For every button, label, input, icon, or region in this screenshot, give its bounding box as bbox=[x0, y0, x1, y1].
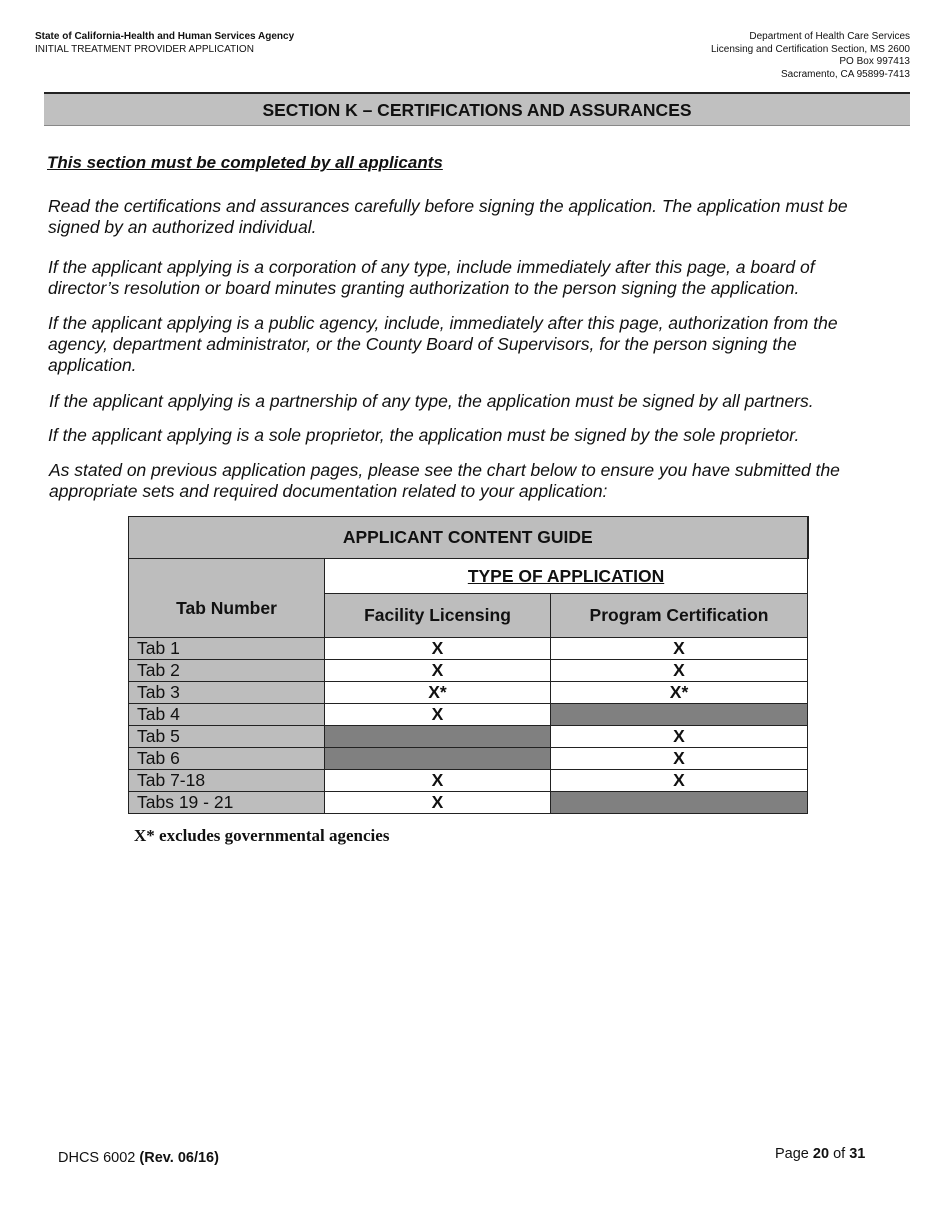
table-row bbox=[129, 792, 808, 814]
table-row bbox=[129, 770, 808, 792]
facility-licensing-cell: X bbox=[325, 638, 551, 660]
program-certification-header: Program Certification bbox=[551, 594, 808, 638]
instruction-paragraph: If the applicant applying is a corporation of any type, include immediately after this page, a board of director’s resolution or board minutes granting authorization to the person signing the application. bbox=[48, 257, 815, 298]
page-of: of bbox=[833, 1146, 846, 1162]
section-name: Licensing and Certification Section, MS 2600 bbox=[710, 43, 910, 55]
tab-number-cell: Tab 1 bbox=[129, 638, 325, 660]
facility-licensing-header: Facility Licensing bbox=[325, 594, 551, 638]
facility-licensing-cell: X* bbox=[325, 682, 551, 704]
facility-licensing-cell: X bbox=[325, 792, 551, 814]
instruction-paragraph: If the applicant applying is a sole proprietor, the application must be signed by the sole proprietor. bbox=[48, 425, 800, 445]
tab-number-cell: Tabs 19 - 21 bbox=[129, 792, 325, 814]
table-row bbox=[129, 682, 808, 704]
tab-number-cell: Tab 5 bbox=[129, 726, 325, 748]
program-certification-cell: X bbox=[551, 638, 808, 660]
facility-licensing-cell bbox=[325, 726, 551, 748]
page-current: 20 bbox=[812, 1146, 830, 1162]
form-revision: (Rev. 06/16) bbox=[139, 1150, 219, 1166]
po-box: PO Box 997413 bbox=[839, 56, 910, 67]
tab-number-header: Tab Number bbox=[129, 559, 325, 638]
program-certification-cell: X bbox=[551, 770, 808, 792]
table-row bbox=[129, 660, 808, 682]
facility-licensing-cell: X bbox=[325, 770, 551, 792]
program-certification-cell bbox=[551, 792, 808, 814]
program-certification-cell: X bbox=[551, 726, 808, 748]
tab-number-cell: Tab 2 bbox=[129, 660, 325, 682]
applicant-content-guide-table bbox=[128, 516, 809, 814]
table-row bbox=[129, 748, 808, 770]
page-total: 31 bbox=[849, 1146, 866, 1162]
department-name: Department of Health Care Services bbox=[749, 31, 910, 42]
header-left bbox=[35, 30, 294, 56]
form-number bbox=[58, 1150, 219, 1166]
table-row bbox=[129, 726, 808, 748]
guide-title: APPLICANT CONTENT GUIDE bbox=[129, 517, 808, 559]
instruction-paragraph: Read the certifications and assurances carefully before signing the application. The application must be signed by an authorized individual. bbox=[48, 196, 848, 237]
instruction-paragraph: As stated on previous application pages, please see the chart below to ensure you have submitted the appropriate sets and required documentation related to your application: bbox=[49, 460, 840, 501]
facility-licensing-cell: X bbox=[325, 704, 551, 726]
instruction-paragraph: If the applicant applying is a partnership of any type, the application must be signed by all partners. bbox=[49, 391, 814, 411]
program-certification-cell: X bbox=[551, 748, 808, 770]
must-complete-heading: This section must be completed by all applicants bbox=[47, 153, 443, 172]
type-of-application-header: TYPE OF APPLICATION bbox=[325, 559, 808, 594]
tab-number-cell: Tab 6 bbox=[129, 748, 325, 770]
tab-number-cell: Tab 4 bbox=[129, 704, 325, 726]
city-address: Sacramento, CA 95899-7413 bbox=[781, 68, 910, 80]
table-row bbox=[129, 638, 808, 660]
facility-licensing-cell bbox=[325, 748, 551, 770]
program-certification-cell: X* bbox=[551, 682, 808, 704]
program-certification-cell: X bbox=[551, 660, 808, 682]
facility-licensing-cell: X bbox=[325, 660, 551, 682]
program-certification-cell bbox=[551, 704, 808, 726]
header-right bbox=[711, 31, 910, 81]
tab-number-cell: Tab 7-18 bbox=[129, 770, 325, 792]
page-number bbox=[775, 1146, 865, 1162]
form-number-text: DHCS 6002 bbox=[58, 1150, 136, 1166]
page-label: Page bbox=[775, 1146, 809, 1162]
footnote: X* excludes governmental agencies bbox=[134, 826, 390, 845]
agency-name: State of California-Health and Human Services Agency bbox=[35, 31, 295, 42]
tab-number-cell: Tab 3 bbox=[129, 682, 325, 704]
table-row bbox=[129, 704, 808, 726]
form-title: INITIAL TREATMENT PROVIDER APPLICATION bbox=[35, 44, 254, 55]
instruction-paragraph: If the applicant applying is a public agency, include, immediately after this page, authorization from the agency, department administrator, or the County Board of Supervisors, for the person signing the application. bbox=[48, 313, 838, 375]
section-title: SECTION K – CERTIFICATIONS AND ASSURANCES bbox=[44, 92, 910, 126]
